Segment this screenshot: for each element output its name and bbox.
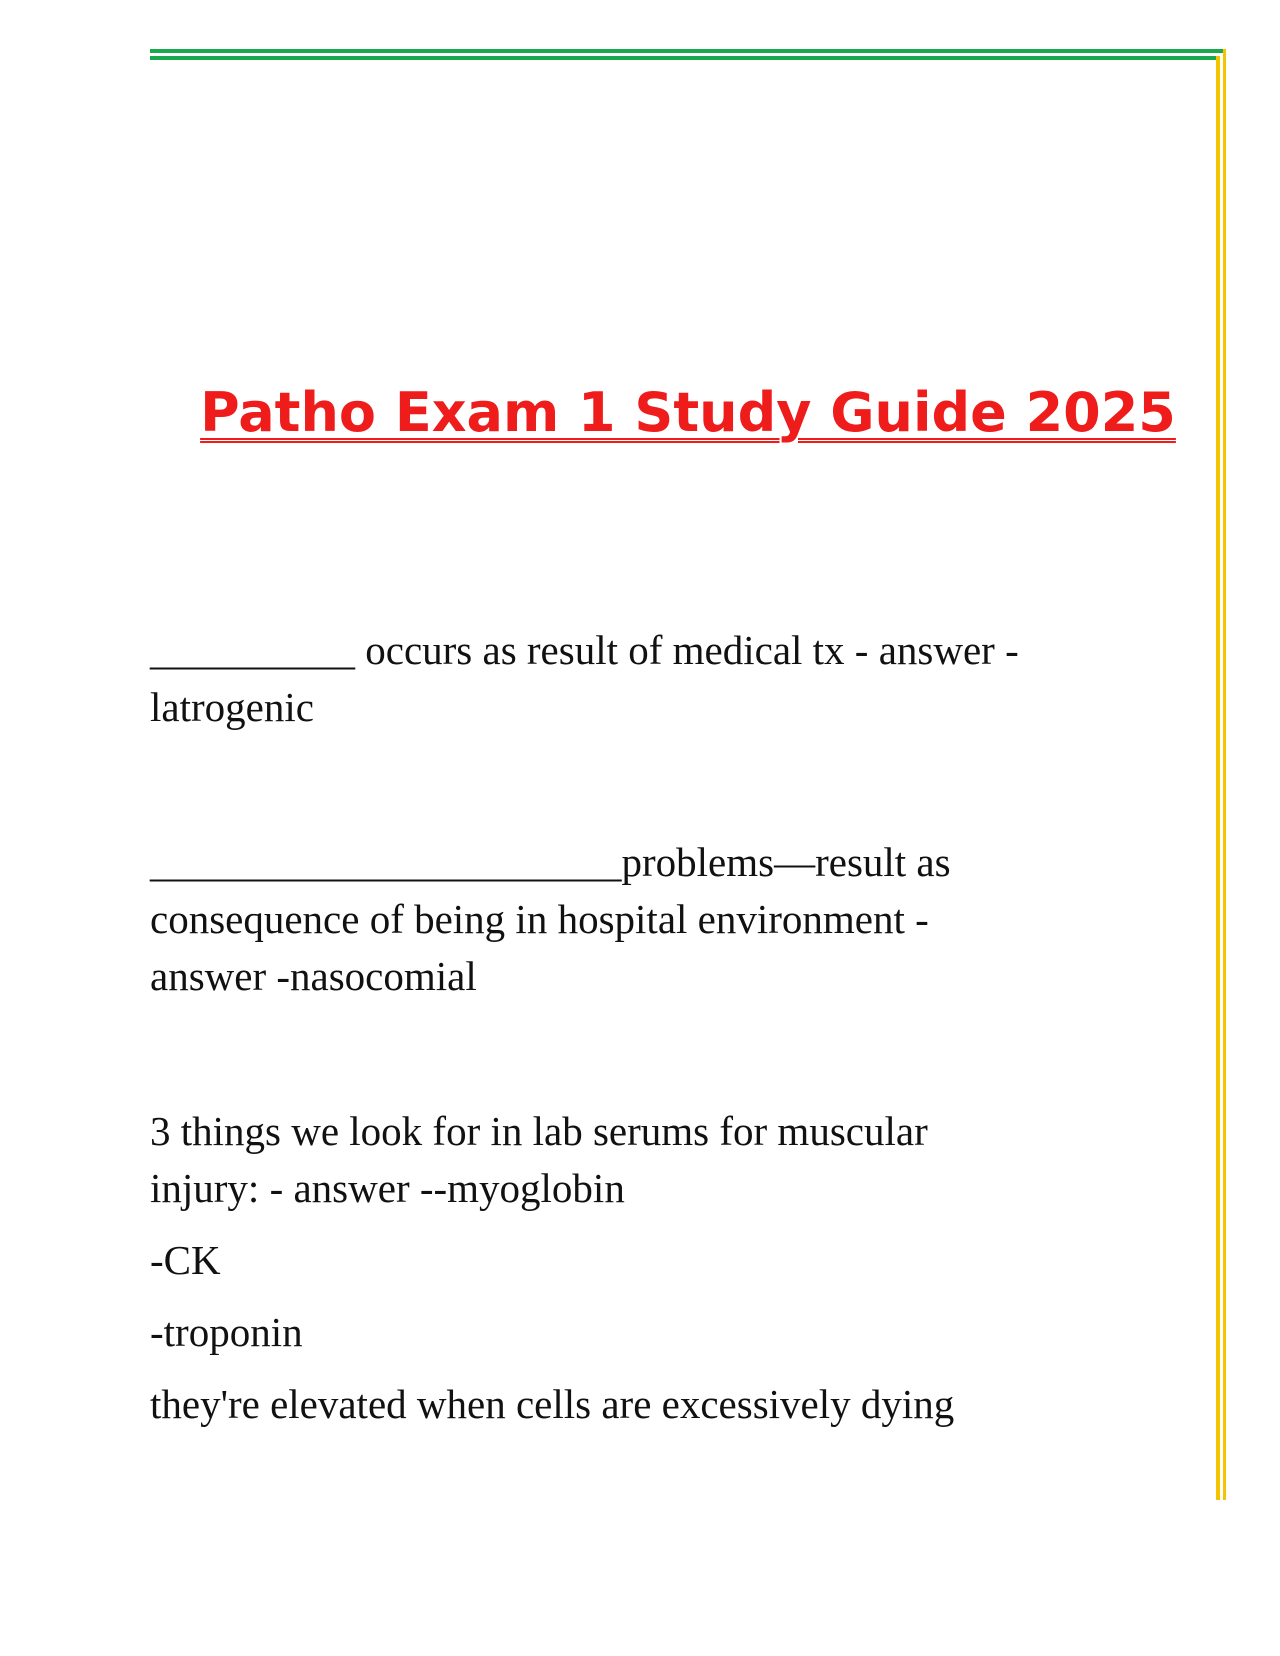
question-text: __________ occurs as result of medical tx - answer -	[150, 627, 1019, 673]
answer-text: answer -nasocomial	[150, 953, 477, 999]
question-text: _______________________problems—result as	[150, 839, 951, 885]
qa-entry-2	[150, 834, 1110, 1005]
question-text: 3 things we look for in lab serums for muscular	[150, 1108, 928, 1154]
answer-note: they're elevated when cells are excessively dying	[150, 1381, 955, 1427]
answer-item-ck: -CK	[150, 1237, 221, 1283]
document-title	[150, 378, 1226, 448]
document-title-text: Patho Exam 1 Study Guide 2025	[200, 381, 1176, 444]
page-border-right-outer	[1223, 49, 1226, 1500]
page-border-right-inner	[1216, 56, 1220, 1500]
page-border-top-inner	[150, 56, 1218, 60]
answer-text: latrogenic	[150, 684, 314, 730]
qa-entry-1	[150, 622, 1110, 736]
document-body	[150, 622, 1110, 1433]
answer-text: injury: - answer --myoglobin	[150, 1165, 625, 1211]
page-border-top-outer	[150, 49, 1226, 53]
qa-entry-3	[150, 1103, 1110, 1433]
question-text-continued: consequence of being in hospital environment -	[150, 896, 929, 942]
answer-item-troponin: -troponin	[150, 1309, 303, 1355]
